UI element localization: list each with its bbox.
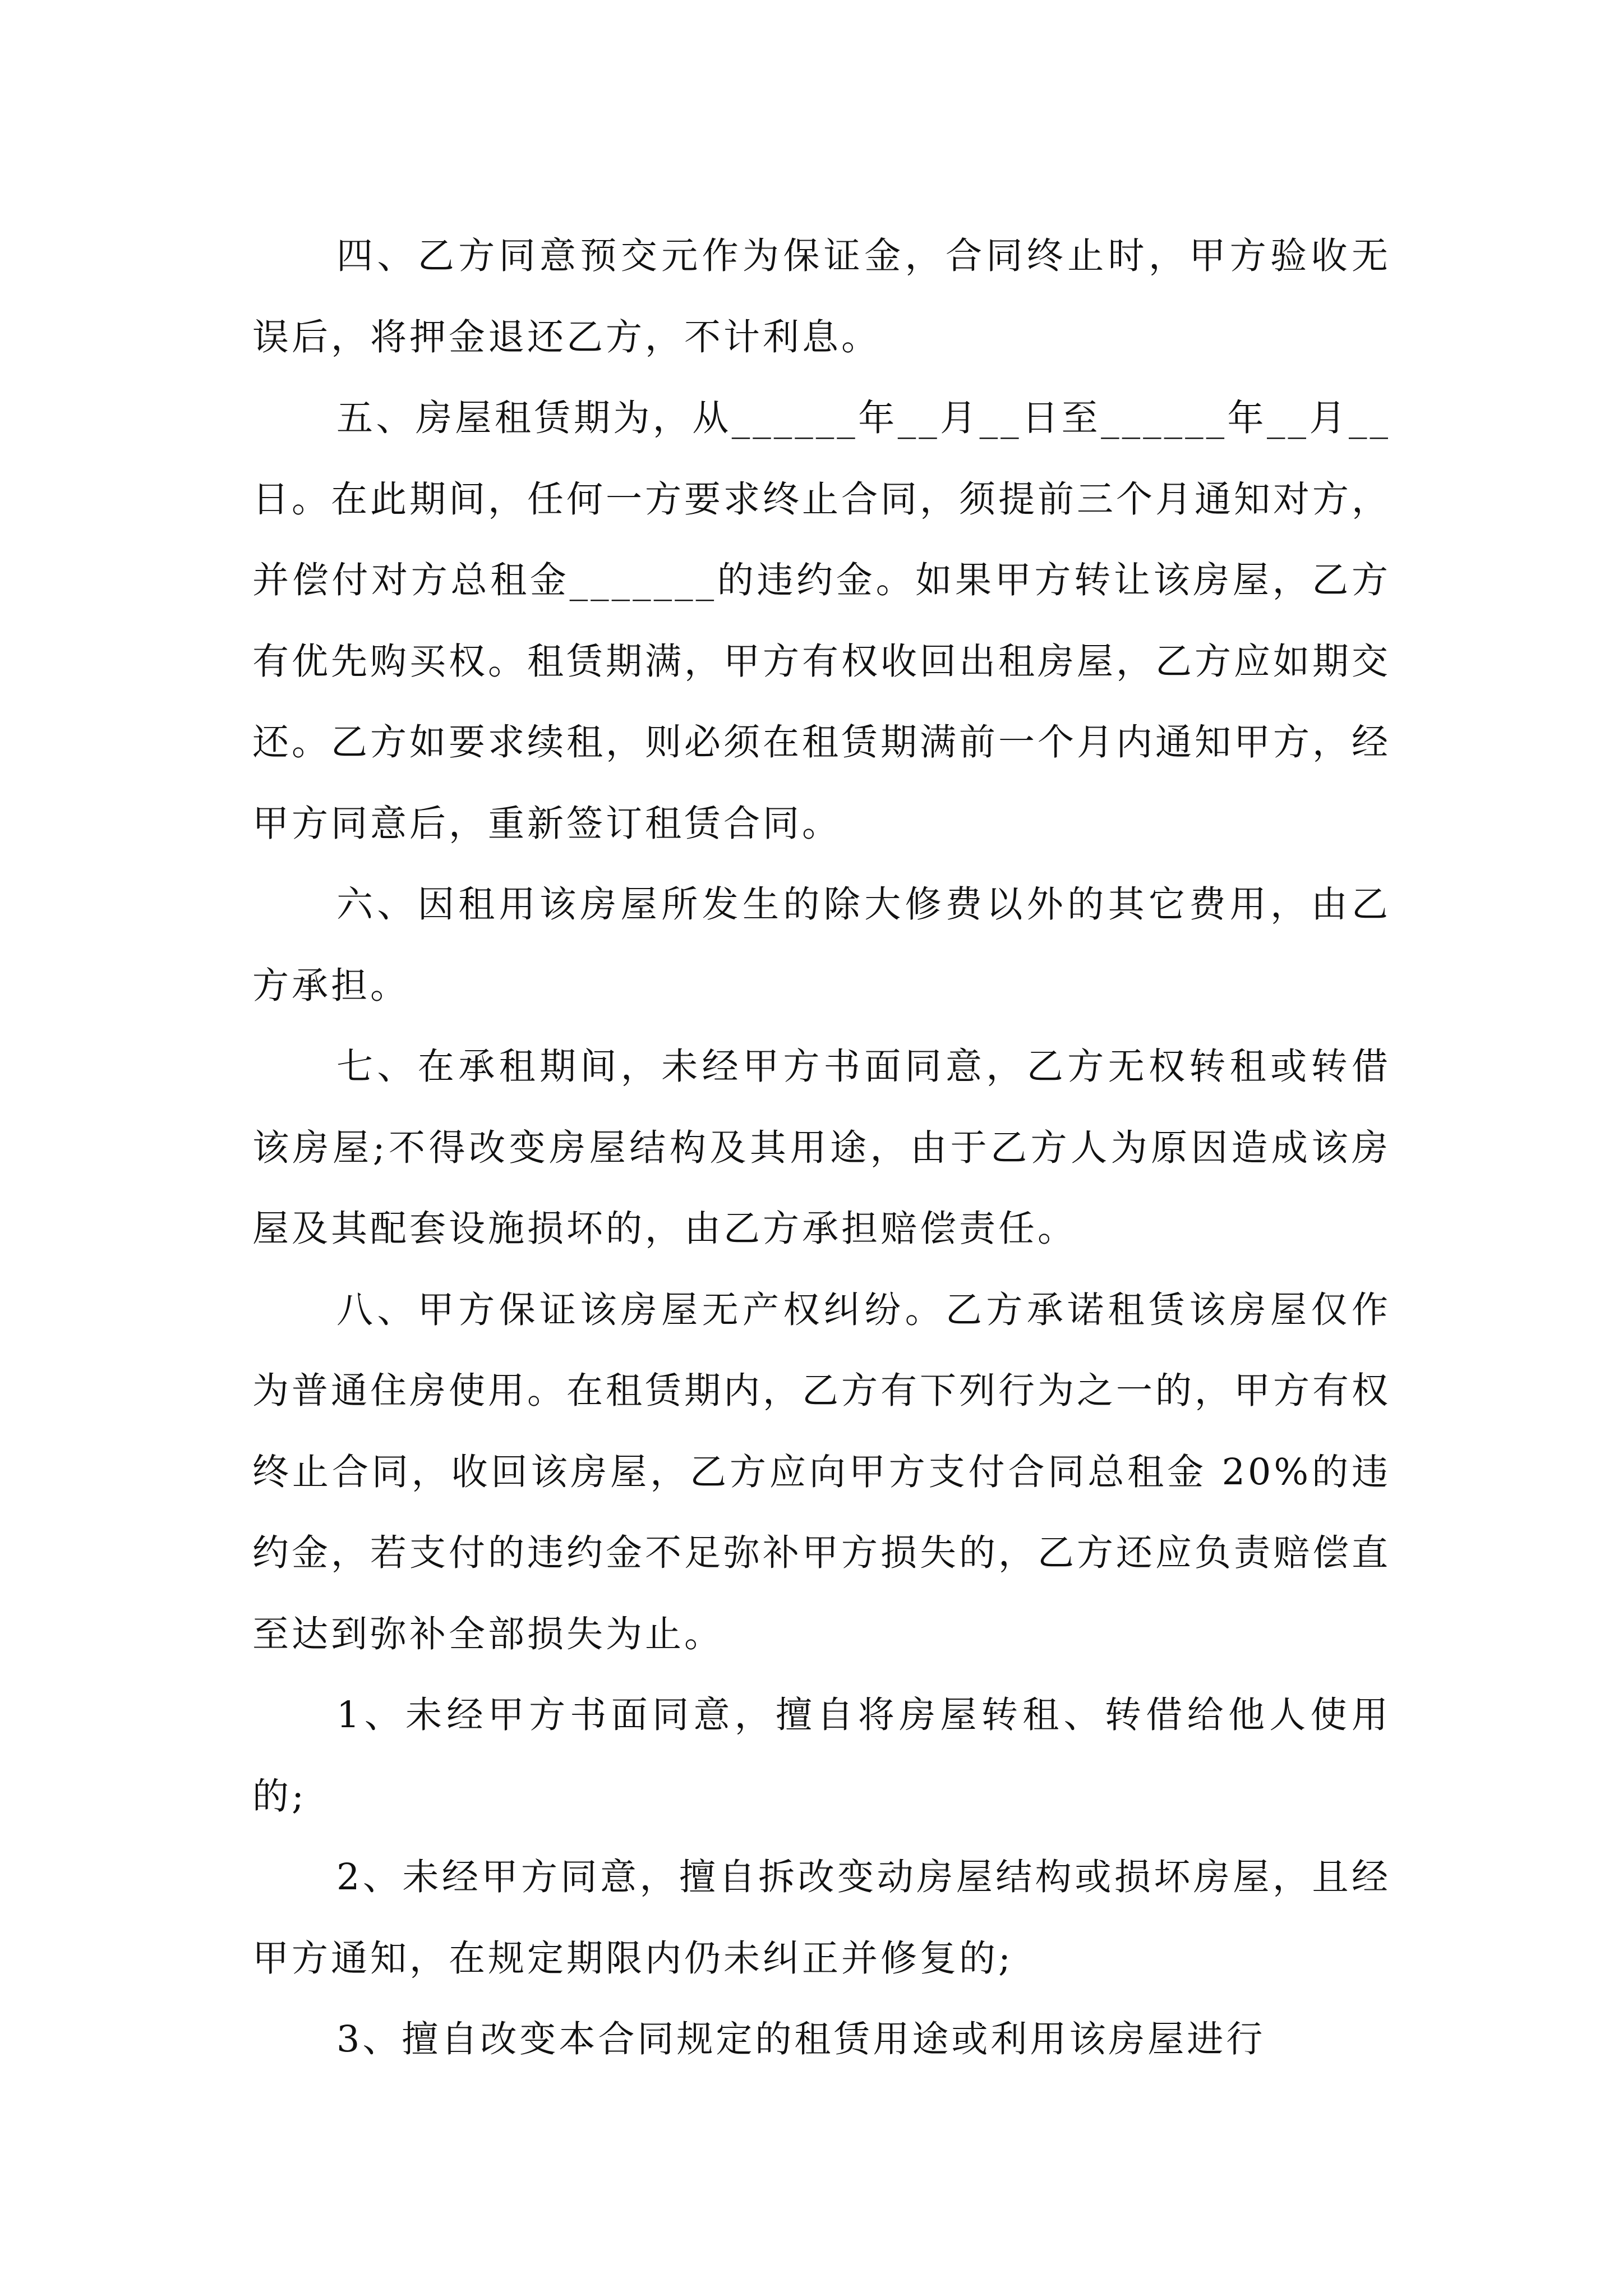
- clause-8-paragraph: 八、甲方保证该房屋无产权纠纷。乙方承诺租赁该房屋仅作为普通住房使用。在租赁期内，乙方有下列行为之一的，甲方有权终止合同，收回该房屋，乙方应向甲方支付合同总租金 20%的违约金，若支付的违约金不足弥补甲方损失的，乙方还应负责赔偿直至达到弥补全部损失为止。: [252, 1289, 1391, 1655]
- list-item-1: 1、未经甲方书面同意，擅自将房屋转租、转借给他人使用的;: [252, 1694, 1391, 1818]
- list-item-3: 3、擅自改变本合同规定的租赁用途或利用该房屋进行: [336, 2018, 1266, 2060]
- clause-5-paragraph: 五、房屋租赁期为，从______年__月__日至______年__月__日。在此期间，任何一方要求终止合同，须提前三个月通知对方，并偿付对方总租金_______的违约金。如果甲方转让该房屋，乙方有优先购买权。租赁期满，甲方有权收回出租房屋，乙方应如期交还。乙方如要求续租，则必须在租赁期满前一个月内通知甲方，经甲方同意后，重新签订租赁合同。: [252, 397, 1391, 845]
- clause-4-paragraph: 四、乙方同意预交元作为保证金，合同终止时，甲方验收无误后，将押金退还乙方，不计利息。: [252, 235, 1391, 358]
- document-page: [252, 216, 1391, 2081]
- clause-7-paragraph: 七、在承租期间，未经甲方书面同意，乙方无权转租或转借该房屋;不得改变房屋结构及其用途，由于乙方人为原因造成该房屋及其配套设施损坏的，由乙方承担赔偿责任。: [252, 1046, 1391, 1250]
- list-item-2: 2、未经甲方同意，擅自拆改变动房屋结构或损坏房屋，且经甲方通知，在规定期限内仍未纠正并修复的;: [252, 1856, 1391, 1980]
- clause-6-paragraph: 六、因租用该房屋所发生的除大修费以外的其它费用，由乙方承担。: [252, 884, 1391, 1007]
